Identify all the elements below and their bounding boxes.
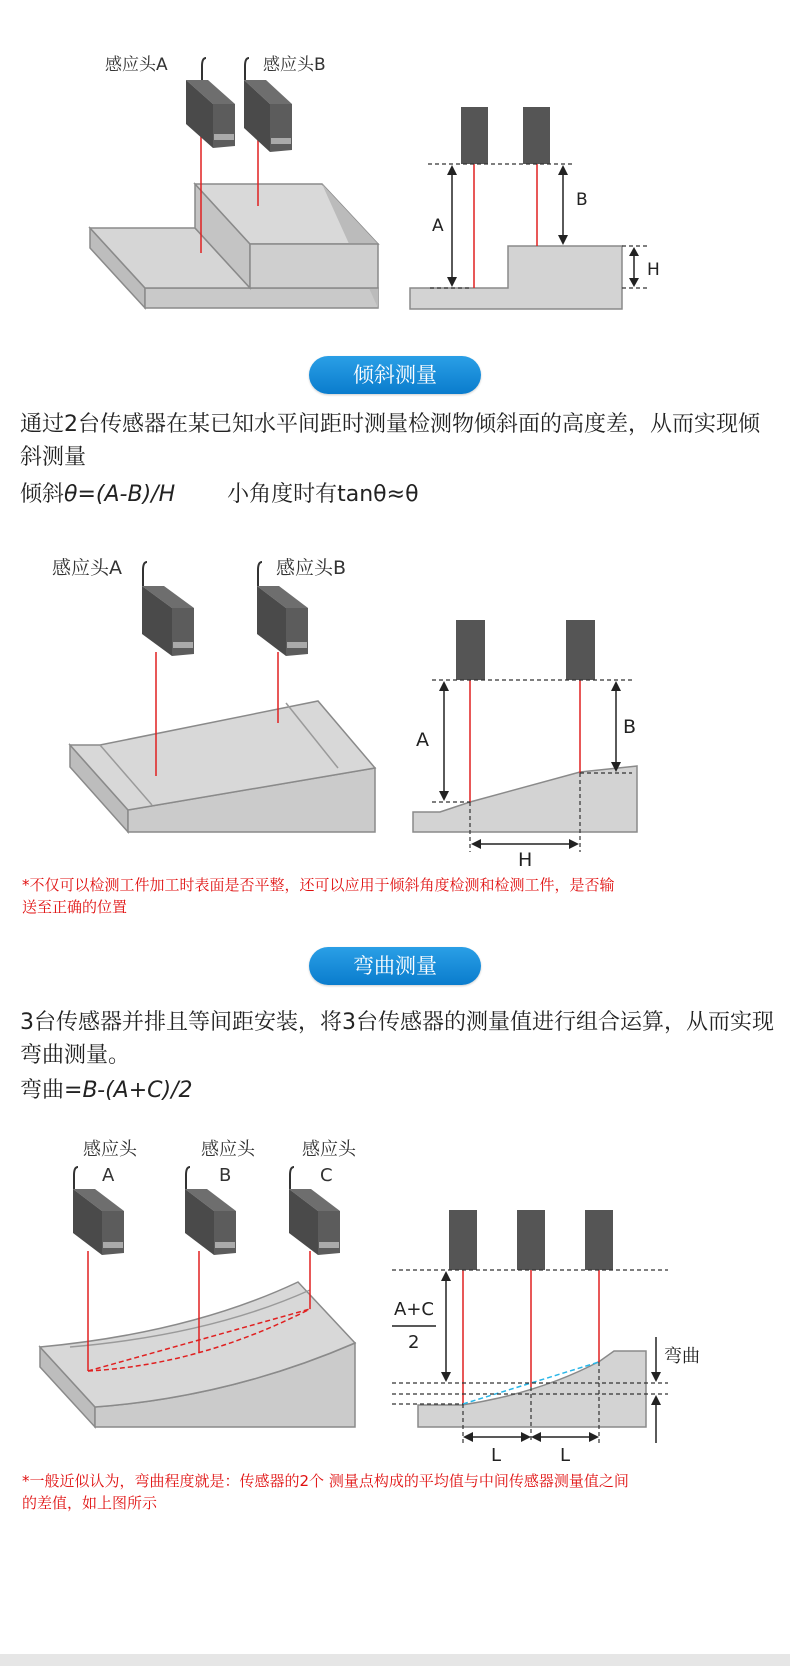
bend-frac-bottom: 2 (408, 1332, 420, 1353)
tilt-sensor-b-label: 感应头B (276, 557, 347, 579)
tilt-description: 通过2台传感器在某已知水平间距时测量检测物倾斜面的高度差，从而实现倾斜测量 (20, 412, 760, 470)
tilt-formula-prefix: 倾斜 (20, 482, 65, 507)
bend-description: 3台传感器并排且等间距安装，将3台传感器的测量值进行组合运算，从而实现弯曲测量。 (20, 1010, 774, 1068)
dim-a-label: A (432, 216, 444, 236)
schematic-sensor-a (461, 107, 488, 164)
dim-b-label: B (576, 190, 588, 210)
schematic-sensor-b (523, 107, 550, 164)
step-workpiece (90, 184, 378, 308)
sensor-head-a-icon (186, 58, 235, 148)
bend-formula-prefix: 弯曲 (20, 1078, 65, 1103)
tilt-formula-expr: θ=(A-B)/H (64, 482, 176, 507)
bend-formula-expr: =B-(A+C)/2 (64, 1078, 193, 1103)
bend-sensor-word-c: 感应头 (302, 1139, 356, 1160)
tilt-formula-note: 小角度时有tanθ≈θ (227, 482, 419, 507)
dim-h-label: H (647, 260, 660, 280)
step-measurement-figure (0, 0, 790, 330)
bend-schematic (392, 1210, 668, 1443)
tilt-measurement-figure (0, 540, 790, 870)
tilt-note (22, 874, 722, 918)
bend-note (22, 1470, 722, 1514)
bend-dim-l-left: L (491, 1445, 502, 1466)
bend-sensor-letter-b: B (219, 1165, 232, 1186)
tilt-formula (20, 480, 419, 510)
step-schematic (410, 107, 648, 309)
bend-formula (20, 1076, 193, 1106)
bend-sensor-word-a: 感应头 (83, 1139, 137, 1160)
bend-sensor-head-a-icon (73, 1167, 124, 1255)
tilt-note-line1: *不仅可以检测工件加工时表面是否平整，还可以应用于倾斜角度检测和检测工件，是否输 (22, 876, 615, 894)
tilt-section-title: 倾斜测量 (309, 356, 481, 394)
sensor-a-label: 感应头A (105, 55, 168, 75)
bend-curvature-label: 弯曲 (664, 1346, 700, 1367)
bend-frac-top: A+C (394, 1299, 434, 1320)
bend-sensor-letter-a: A (102, 1165, 115, 1186)
tilt-schematic (413, 620, 637, 852)
tilt-dim-b-label: B (623, 716, 637, 738)
tilt-sensor-head-a-icon (142, 562, 194, 656)
bend-sensor-word-b: 感应头 (201, 1139, 255, 1160)
bend-sensor-letter-c: C (320, 1165, 333, 1186)
bend-note-line2: 的差值，如上图所示 (22, 1494, 158, 1512)
bend-measurement-figure (0, 1125, 790, 1470)
tilt-dim-h-label: H (518, 849, 533, 870)
sensor-b-label: 感应头B (263, 55, 326, 75)
tilt-sensor-a-label: 感应头A (52, 557, 122, 579)
bend-note-line1: *一般近似认为，弯曲程度就是：传感器的2个 测量点构成的平均值与中间传感器测量值之间 (22, 1472, 629, 1490)
bend-dim-l-right: L (560, 1445, 571, 1466)
bottom-divider (0, 1654, 790, 1666)
bend-section-title: 弯曲测量 (309, 947, 481, 985)
tilt-note-line2: 送至正确的位置 (22, 898, 128, 916)
tilt-workpiece (70, 701, 375, 832)
tilt-dim-a-label: A (416, 729, 429, 751)
